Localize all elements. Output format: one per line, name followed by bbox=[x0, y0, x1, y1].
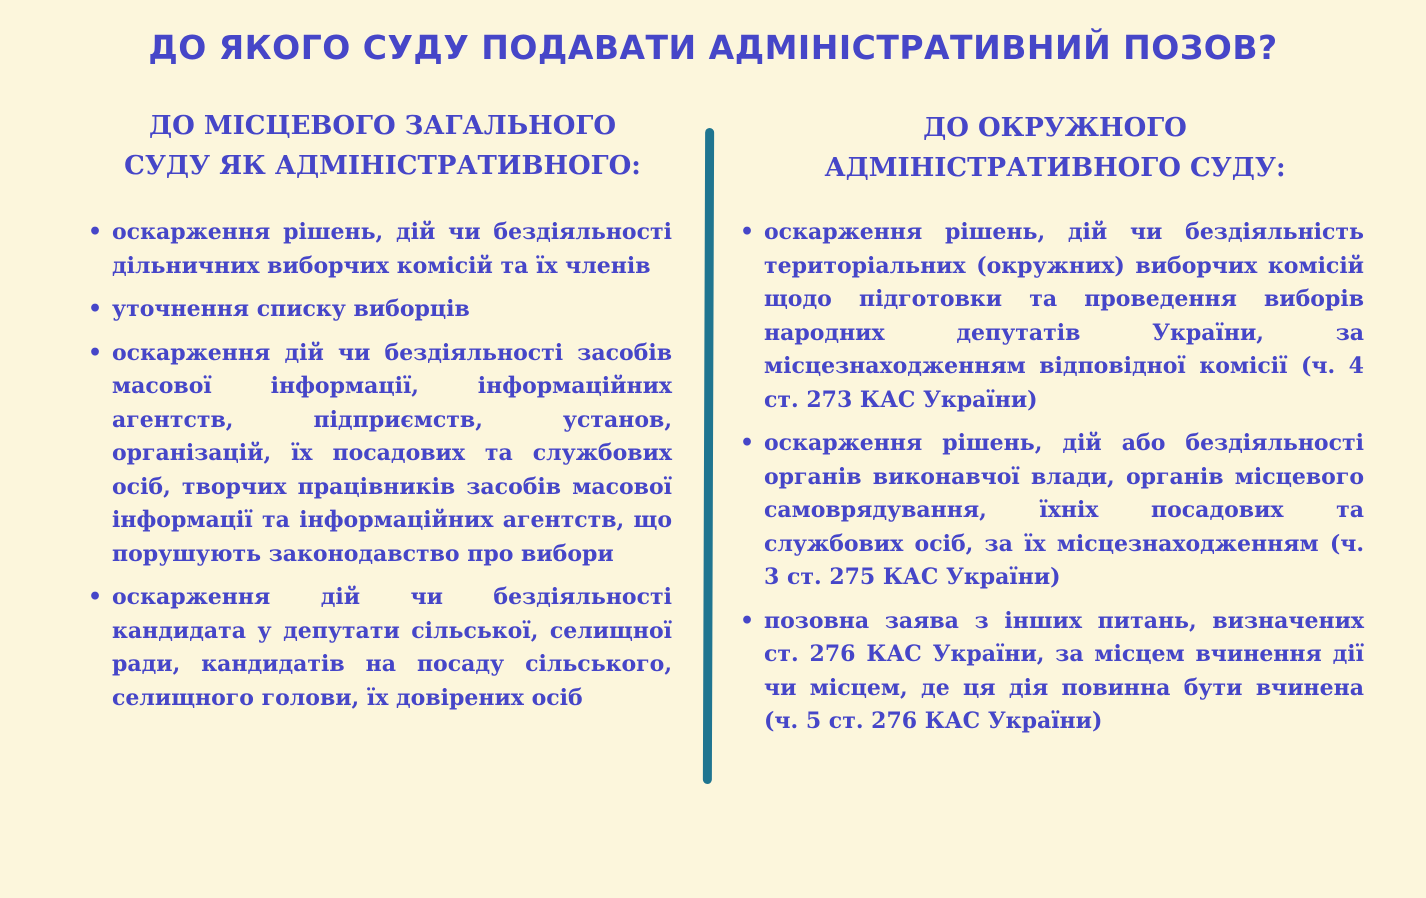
bullet-icon: • bbox=[88, 339, 103, 366]
list-item-text: позовна заява з інших питань, визначених ст. 276 КАС України, за місцем вчинення дії чи місцем, де ця дія повинна бути вчинена (ч. 5 ст. 276 КАС України) bbox=[764, 607, 1364, 734]
left-column-list bbox=[84, 216, 672, 725]
list-item bbox=[736, 605, 1364, 739]
right-heading-line-2: АДМІНІСТРАТИВНОГО СУДУ: bbox=[824, 153, 1286, 183]
list-item-text: оскарження рішень, дій чи бездіяльність територіальних (окружних) виборчих комісій щодо підготовки та проведення виборів народних депутатів України, за місцезнаходженням відповідної комісії (ч. 4 ст. 273 КАС України) bbox=[764, 219, 1364, 413]
list-item-text: уточнення списку виборців bbox=[112, 296, 470, 322]
right-heading-line-1: ДО ОКРУЖНОГО bbox=[923, 113, 1187, 143]
list-item-text: оскарження рішень, дій або бездіяльності органів виконавчої влади, органів місцевого самоврядування, їхніх посадових та службових осіб, за їх місцезнаходженням (ч. 3 ст. 275 КАС України) bbox=[764, 430, 1364, 590]
list-item-text: оскарження рішень, дій чи бездіяльності дільничних виборчих комісій та їх членів bbox=[112, 219, 672, 279]
left-heading-line-2: СУДУ ЯК АДМІНІСТРАТИВНОГО: bbox=[124, 151, 641, 181]
column-divider bbox=[703, 128, 714, 784]
list-item-text: оскарження дій чи бездіяльності кандидата у депутати сільської, селищної ради, кандидатів на посаду сільського, селищного голови, їх довірених осіб bbox=[112, 584, 672, 711]
bullet-icon: • bbox=[88, 584, 103, 610]
bullet-icon: • bbox=[740, 430, 755, 456]
right-column-list bbox=[736, 216, 1364, 749]
page-title: ДО ЯКОГО СУДУ ПОДАВАТИ АДМІНІСТРАТИВНИЙ ПОЗОВ? bbox=[148, 28, 1278, 67]
right-column-heading bbox=[760, 108, 1350, 188]
list-item bbox=[736, 216, 1364, 417]
list-item bbox=[84, 337, 672, 572]
bullet-icon: • bbox=[740, 219, 755, 245]
bullet-icon: • bbox=[88, 296, 103, 322]
list-item bbox=[84, 216, 672, 283]
list-item-text: оскарження дій чи бездіяльності засобів масової інформації, інформаційних агентств, підприємств, установ, організацій, їх посадових та службових осіб, творчих працівників засобів масової інформації та інформаційних агентств, що порушують законодавство про вибори bbox=[112, 339, 672, 567]
list-item bbox=[84, 581, 672, 715]
left-heading-line-1: ДО МІСЦЕВОГО ЗАГАЛЬНОГО bbox=[149, 111, 616, 141]
left-column-heading bbox=[90, 106, 675, 186]
bullet-icon: • bbox=[740, 607, 755, 634]
list-item bbox=[736, 427, 1364, 595]
list-item bbox=[84, 293, 672, 327]
bullet-icon: • bbox=[88, 219, 103, 245]
